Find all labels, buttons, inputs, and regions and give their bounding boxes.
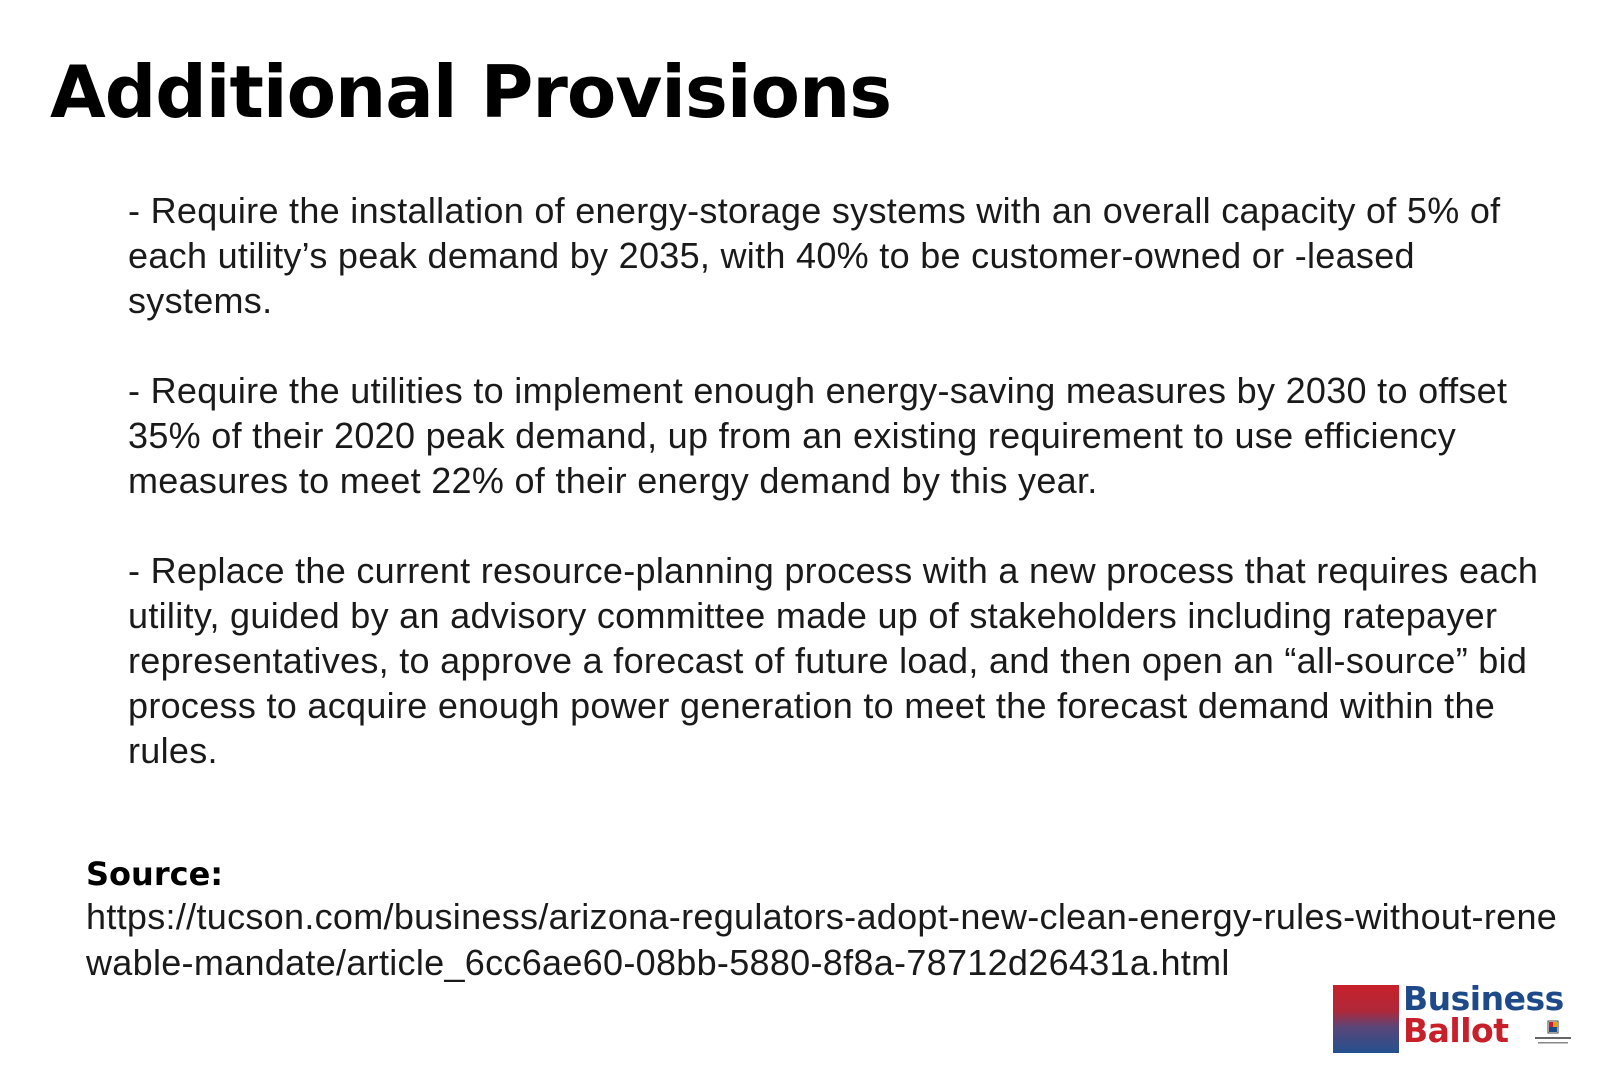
provision-item: - Require the installation of energy-storage systems with an overall capacity of 5% of each utility’s peak demand by 2035, with 40% to be customer-owned or -leased systems. [128,190,1501,321]
chamber-seal-icon [1533,1019,1573,1051]
logo-mark-icon [1333,985,1399,1053]
source-label: Source: [86,855,224,893]
provision-item: - Replace the current resource-planning process with a new process that requires each utility, guided by an advisory committee made up of stakeholders including ratepayer representatives, to approve a forecast of future load, and then open an “all-source” bid process to acquire enough power generation to meet the forecast demand within the rules. [128,550,1539,771]
page-title: Additional Provisions [50,50,892,134]
provisions-list [128,188,1568,818]
source-url: https://tucson.com/business/arizona-regulators-adopt-new-clean-energy-rules-without-renewable-mandate/article_6cc6ae60-08bb-5880-8f8a-78712d26431a.html [86,896,1558,983]
business-ballot-logo [1333,979,1575,1053]
logo-word-ballot: Ballot [1403,1011,1509,1050]
provision-item: - Require the utilities to implement enough energy-saving measures by 2030 to offset 35% of their 2020 peak demand, up from an existing requirement to use efficiency measures to meet 22% of their energy demand by this year. [128,370,1508,501]
logo-word-business: Business [1403,979,1564,1018]
